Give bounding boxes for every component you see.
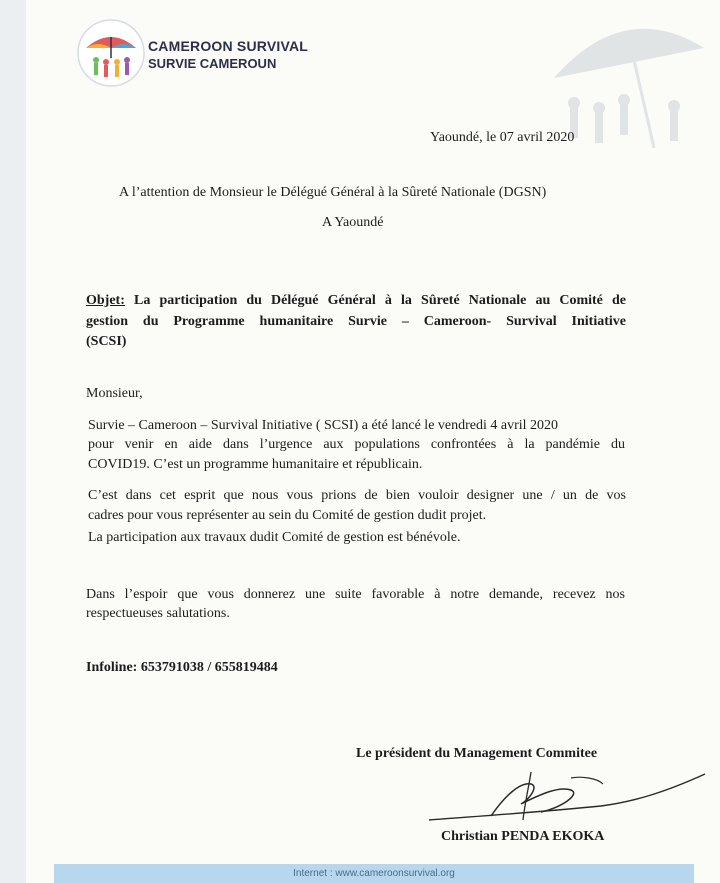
subject-label: Objet:: [86, 293, 125, 308]
subject-line-1: [86, 291, 626, 311]
infoline: Infoline: 653791038 / 655819484: [86, 660, 278, 675]
subject-text-1: La participation du Délégué Général à la Sûreté Nationale au Comité de: [124, 293, 626, 308]
letter-page: [26, 0, 720, 883]
letter-date: Yaoundé, le 07 avril 2020: [430, 130, 575, 145]
recipient-line: A l’attention de Monsieur le Délégué Général à la Sûreté Nationale (DGSN): [119, 185, 547, 200]
closing-line-2: respectueuses salutations.: [86, 606, 230, 621]
logo-subtitle: SURVIE CAMEROUN: [148, 56, 277, 71]
body-paragraph-1-line-1: Survie – Cameroon – Survival Initiative ( SCSI) a été lancé le vendredi 4 avril 2020: [88, 418, 559, 433]
handwritten-signature: [421, 764, 711, 828]
body-paragraph-1-line-2: pour venir en aide dans l’urgence aux populations confrontées à la pandémie du: [88, 437, 625, 452]
subject-line-3: (SCSI): [86, 334, 127, 349]
footer-band: [54, 864, 694, 883]
body-paragraph-2-line-2: cadres pour vous représenter au sein du Comité de gestion dudit projet.: [88, 508, 487, 523]
subject-line-2: gestion du Programme humanitaire Survie – Cameroon- Survival Initiative: [86, 314, 626, 329]
umbrella-people-icon: [76, 18, 146, 88]
recipient-city: A Yaoundé: [322, 215, 384, 230]
organization-logo: [76, 18, 316, 98]
body-paragraph-3: La participation aux travaux dudit Comité de gestion est bénévole.: [88, 530, 461, 545]
body-paragraph-1-line-3: COVID19. C’est un programme humanitaire et républicain.: [88, 457, 423, 472]
signatory-name: Christian PENDA EKOKA: [441, 829, 605, 844]
body-paragraph-2-line-1: C’est dans cet esprit que nous vous prions de bien vouloir designer une / un de vos: [88, 488, 626, 503]
logo-title: CAMEROON SURVIVAL: [148, 38, 309, 54]
salutation: Monsieur,: [86, 386, 143, 401]
footer-website: Internet : www.cameroonsurvival.org: [293, 868, 455, 879]
signatory-title: Le président du Management Commitee: [356, 746, 598, 761]
closing-line-1: Dans l’espoir que vous donnerez une suite favorable à notre demande, recevez nos: [86, 587, 625, 602]
